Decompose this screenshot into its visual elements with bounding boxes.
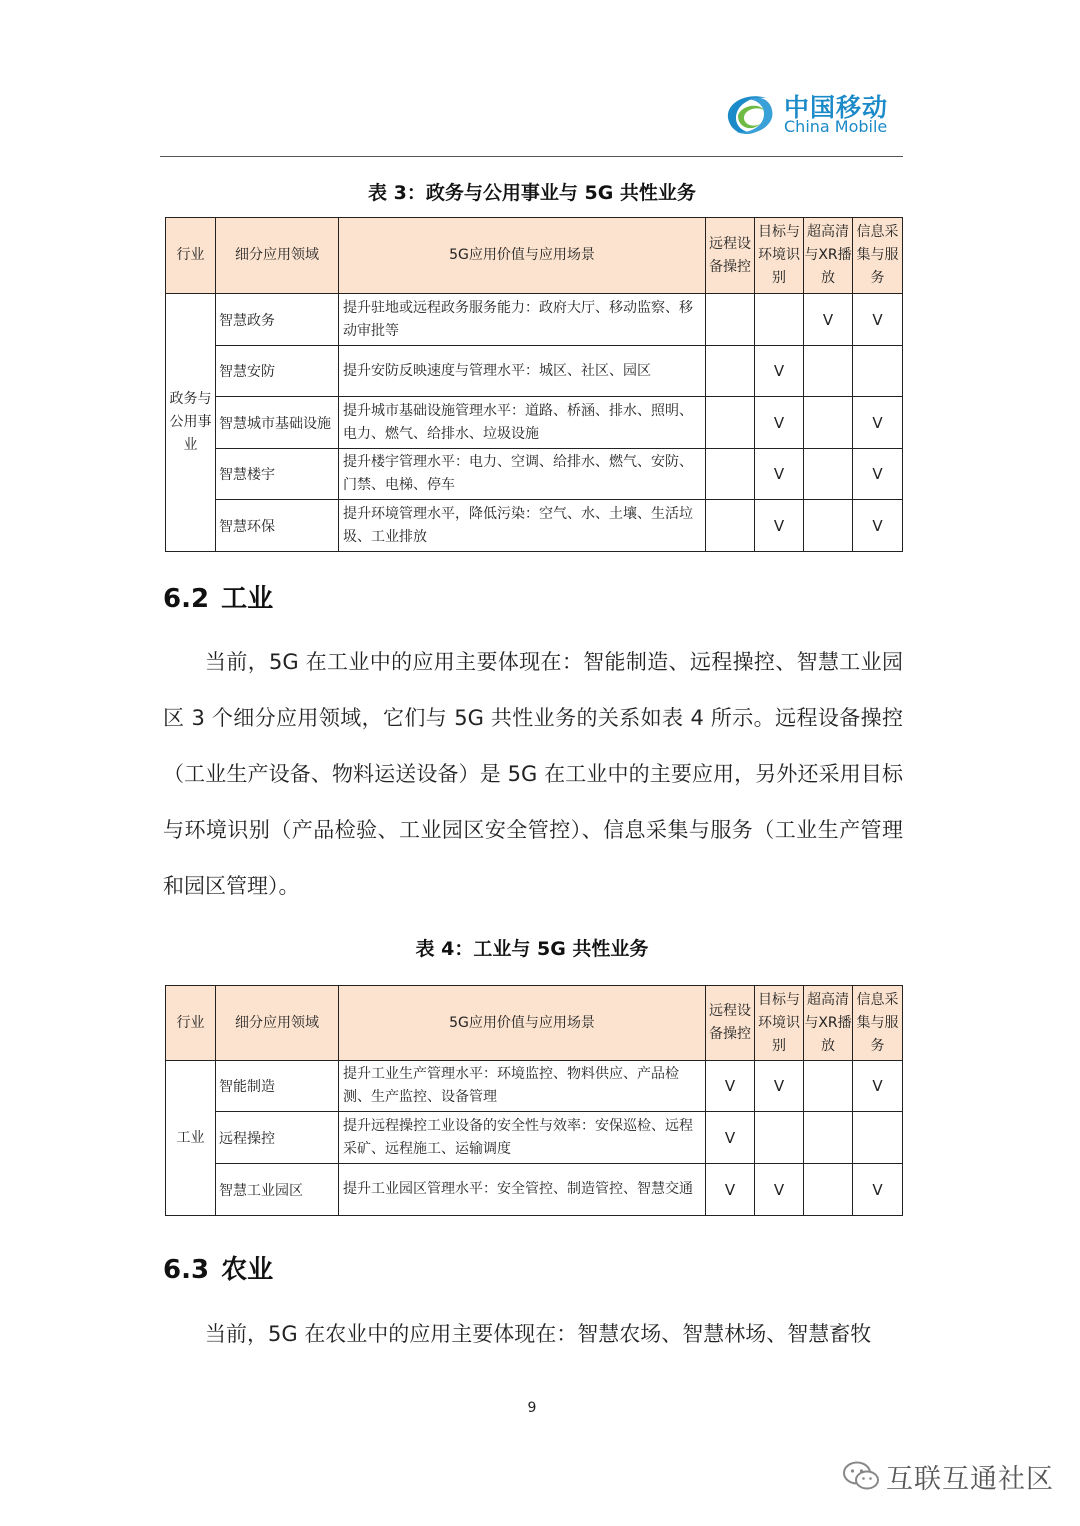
watermark — [842, 1456, 1054, 1496]
section-title: 工业 — [221, 584, 274, 614]
desc-cell: 提升工业园区管理水平：安全管控、制造管控、智慧交通 — [339, 1164, 706, 1216]
section-6-3-paragraph: 当前，5G 在农业中的应用主要体现在：智慧农场、智慧林场、智慧畜牧 — [205, 1322, 872, 1346]
desc-cell: 提升安防反映速度与管理水平：城区、社区、园区 — [339, 346, 706, 397]
desc-cell: 提升工业生产管理水平：环境监控、物料供应、产品检测、生产监控、设备管理 — [339, 1061, 706, 1112]
check-mark — [706, 500, 755, 552]
table-row — [166, 346, 903, 397]
header-value-scenario: 5G应用价值与应用场景 — [339, 986, 706, 1061]
sub-field-cell: 智慧环保 — [216, 500, 339, 552]
header-uhd-xr: 超高清与XR播放 — [804, 986, 853, 1061]
table4-caption: 表 4：工业与 5G 共性业务 — [415, 938, 649, 960]
header-info-service: 信息采集与服务 — [853, 218, 903, 294]
check-mark — [755, 1112, 804, 1164]
desc-cell: 提升楼宇管理水平：电力、空调、给排水、燃气、安防、门禁、电梯、停车 — [339, 449, 706, 500]
check-mark — [706, 397, 755, 449]
header-sub-field: 细分应用领域 — [216, 218, 339, 294]
watermark-text: 互联互通社区 — [886, 1463, 1054, 1495]
logo-text-en: China Mobile — [784, 117, 888, 136]
header-remote-control: 远程设备操控 — [706, 986, 755, 1061]
check-mark: V — [853, 294, 903, 346]
wechat-icon — [842, 1459, 880, 1493]
china-mobile-logo-icon — [722, 88, 778, 142]
check-mark — [853, 1112, 903, 1164]
header-industry: 行业 — [166, 986, 216, 1061]
table-row — [166, 1112, 903, 1164]
check-mark: V — [706, 1164, 755, 1216]
desc-cell: 提升环境管理水平，降低污染：空气、水、土壤、生活垃圾、工业排放 — [339, 500, 706, 552]
section-heading-6-3 — [163, 1249, 273, 1286]
china-mobile-logo — [722, 86, 892, 144]
table3-caption: 表 3：政务与公用事业与 5G 共性业务 — [368, 182, 696, 204]
check-mark — [804, 1061, 853, 1112]
section-6-2-paragraph: 当前，5G 在工业中的应用主要体现在：智能制造、远程操控、智慧工业园区 3 个细分应用领域，它们与 5G 共性业务的关系如表 4 所示。远程设备操控（工业生产设备、物料运送设备）是 5G 在工业中的主要应用，另外还采用目标与环境识别（产品检验、工业园区安全管控）、信息采集与服务（工业生产管理和园区管理）。 — [163, 650, 903, 898]
check-mark — [706, 449, 755, 500]
table3 — [165, 217, 903, 552]
check-mark: V — [755, 449, 804, 500]
check-mark: V — [853, 397, 903, 449]
sub-field-cell: 智慧安防 — [216, 346, 339, 397]
check-mark: V — [755, 1164, 804, 1216]
check-mark: V — [804, 294, 853, 346]
sub-field-cell: 智慧楼宇 — [216, 449, 339, 500]
desc-cell: 提升远程操控工业设备的安全性与效率：安保巡检、远程采矿、远程施工、运输调度 — [339, 1112, 706, 1164]
check-mark — [804, 1112, 853, 1164]
table-row — [166, 449, 903, 500]
desc-cell: 提升城市基础设施管理水平：道路、桥涵、排水、照明、电力、燃气、给排水、垃圾设施 — [339, 397, 706, 449]
table-row — [166, 500, 903, 552]
check-mark: V — [706, 1112, 755, 1164]
industry-cell: 工业 — [166, 1061, 216, 1216]
sub-field-cell: 智慧政务 — [216, 294, 339, 346]
desc-cell: 提升驻地或远程政务服务能力：政府大厅、移动监察、移动审批等 — [339, 294, 706, 346]
check-mark: V — [853, 449, 903, 500]
check-mark: V — [853, 1164, 903, 1216]
check-mark: V — [755, 346, 804, 397]
check-mark — [755, 294, 804, 346]
check-mark — [804, 346, 853, 397]
table-row — [166, 397, 903, 449]
check-mark: V — [755, 397, 804, 449]
sub-field-cell: 智慧城市基础设施 — [216, 397, 339, 449]
table-row — [166, 1061, 903, 1112]
header-divider — [160, 156, 903, 157]
table-header-row — [166, 218, 903, 294]
table4 — [165, 985, 903, 1216]
header-value-scenario: 5G应用价值与应用场景 — [339, 218, 706, 294]
sub-field-cell: 智慧工业园区 — [216, 1164, 339, 1216]
sub-field-cell: 远程操控 — [216, 1112, 339, 1164]
section-number: 6.3 — [163, 1255, 210, 1285]
section-heading-6-2 — [163, 578, 273, 615]
logo-text-cn: 中国移动 — [784, 93, 889, 122]
check-mark: V — [853, 500, 903, 552]
check-mark — [706, 294, 755, 346]
table-row — [166, 1164, 903, 1216]
check-mark: V — [755, 500, 804, 552]
check-mark — [804, 449, 853, 500]
header-sub-field: 细分应用领域 — [216, 986, 339, 1061]
check-mark: V — [706, 1061, 755, 1112]
check-mark — [804, 1164, 853, 1216]
table-row — [166, 294, 903, 346]
section-number: 6.2 — [163, 584, 210, 614]
check-mark — [853, 346, 903, 397]
check-mark — [804, 397, 853, 449]
check-mark: V — [853, 1061, 903, 1112]
header-target-recognition: 目标与环境识别 — [755, 986, 804, 1061]
header-info-service: 信息采集与服务 — [853, 986, 903, 1061]
industry-cell: 政务与公用事业 — [166, 294, 216, 552]
sub-field-cell: 智能制造 — [216, 1061, 339, 1112]
header-industry: 行业 — [166, 218, 216, 294]
section-title: 农业 — [221, 1255, 274, 1285]
header-target-recognition: 目标与环境识别 — [755, 218, 804, 294]
page-number: 9 — [527, 1400, 537, 1416]
header-uhd-xr: 超高清与XR播放 — [804, 218, 853, 294]
check-mark: V — [755, 1061, 804, 1112]
check-mark — [706, 346, 755, 397]
header-remote-control: 远程设备操控 — [706, 218, 755, 294]
check-mark — [804, 500, 853, 552]
table-header-row — [166, 986, 903, 1061]
